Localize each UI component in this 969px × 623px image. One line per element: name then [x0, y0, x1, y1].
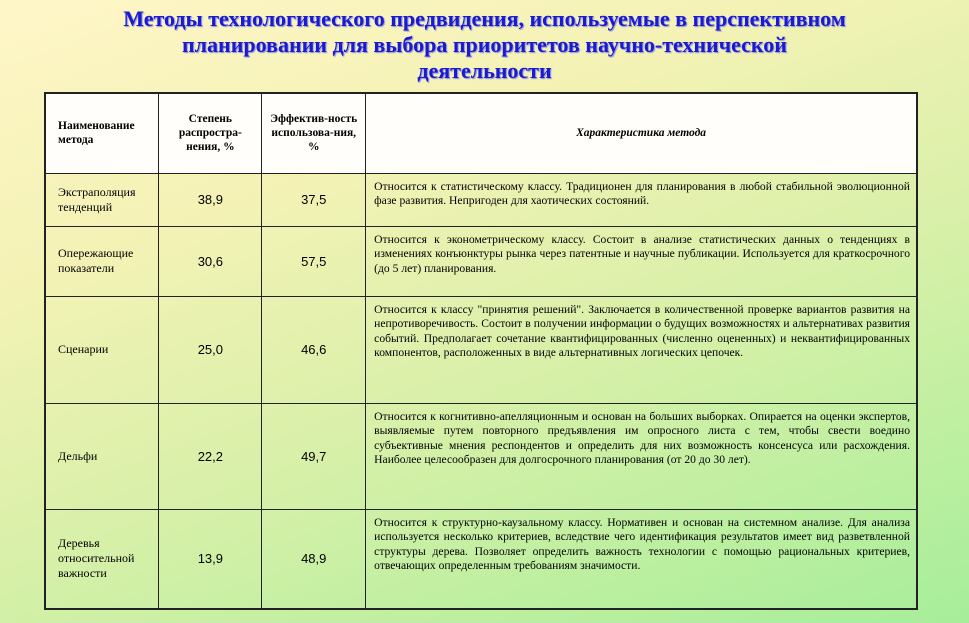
spread-value: 22,2 [159, 403, 262, 509]
header-spread: Степень распростра-нения, % [159, 93, 262, 173]
method-description: Относится к структурно-каузальному классу. Нормативен и основан на системном анализе. Для анализа используется несколько критериев, вследствие чего идентификация результатов имеет вид разветвленной структуры дерева. Позволяет определить важность технологии с помощью рациональных критериев, отвечающих определенным требованиям значимости. [366, 509, 917, 609]
method-description: Относится к классу "принятия решений". Заключается в количественной проверке вариантов развития на непротиворечивость. Состоит в получении информации о будущих возможностях и альтернативах развития событий. Предполагает сочетание квантифицированных (численно оцененных) и неквантифицированных компонентов, расположенных в виде альтернативных логических цепочек. [366, 296, 917, 403]
header-characteristic: Характеристика метода [366, 93, 917, 173]
method-name: Дельфи [45, 403, 159, 509]
method-name: Деревья относительной важности [45, 509, 159, 609]
efficiency-value: 49,7 [262, 403, 366, 509]
table-row [45, 509, 917, 609]
method-description: Относится к когнитивно-апелляционным и основан на больших выборках. Опирается на оценки экспертов, выявляемые путем повторного предъявления им опросного листа с тем, чтобы свести воедино субъективные мнения респондентов и определить для них возможность консенсуса или расхождения. Наиболее целесообразен для долгосрочного планирования (от 20 до 30 лет). [366, 403, 917, 509]
method-description: Относится к эконометрическому классу. Состоит в анализе статистических данных о тенденциях в изменениях конъюнктуры рынка через патентные и научные публикации. Используется для краткосрочного (до 5 лет) планирования. [366, 226, 917, 296]
efficiency-value: 37,5 [262, 173, 366, 226]
method-name: Сценарии [45, 296, 159, 403]
efficiency-value: 46,6 [262, 296, 366, 403]
spread-value: 38,9 [159, 173, 262, 226]
method-name: Опережающие показатели [45, 226, 159, 296]
efficiency-value: 57,5 [262, 226, 366, 296]
page-title [0, 6, 969, 84]
spread-value: 25,0 [159, 296, 262, 403]
spread-value: 30,6 [159, 226, 262, 296]
title-line-3: деятельности [417, 58, 552, 83]
header-method-name: Наименование метода [45, 93, 159, 173]
method-name: Экстраполяция тенденций [45, 173, 159, 226]
methods-table [44, 92, 918, 610]
title-line-2: планировании для выбора приоритетов научно-технической [182, 32, 787, 57]
header-efficiency: Эффектив-ность использова-ния, % [262, 93, 366, 173]
table-header-row [45, 93, 917, 173]
method-description: Относится к статистическому классу. Традиционен для планирования в любой стабильной эволюционной фазе развития. Непригоден для хаотических состояний. [366, 173, 917, 226]
table-row [45, 296, 917, 403]
efficiency-value: 48,9 [262, 509, 366, 609]
table-row [45, 226, 917, 296]
table-row [45, 403, 917, 509]
title-line-1: Методы технологического предвидения, используемые в перспективном [123, 6, 846, 31]
table-row [45, 173, 917, 226]
spread-value: 13,9 [159, 509, 262, 609]
